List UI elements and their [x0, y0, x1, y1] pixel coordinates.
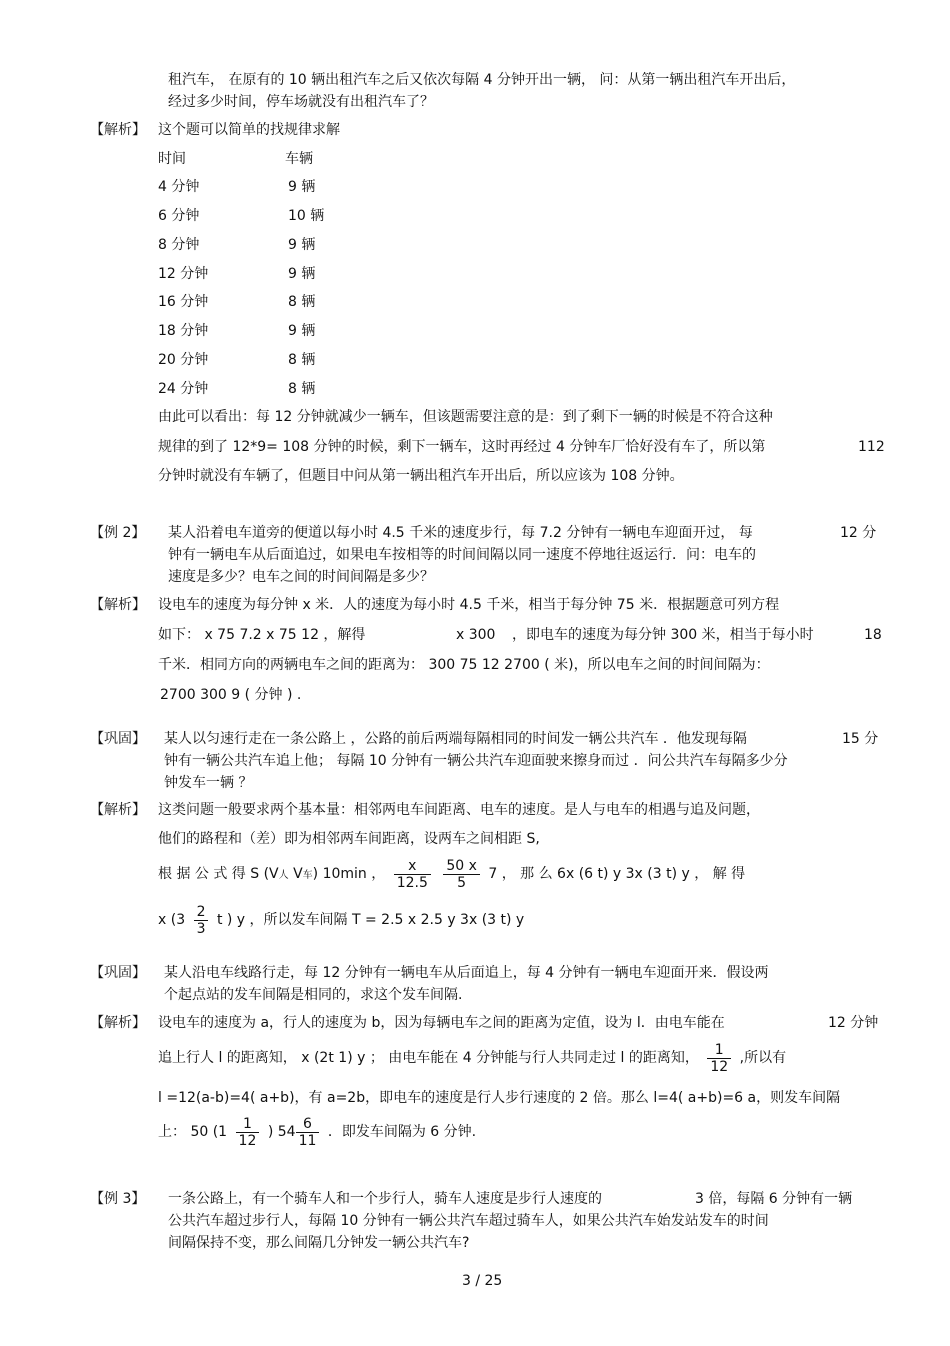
analysis-solution-line [158, 900, 524, 940]
formula-part: t ) y ，所以发车间隔 T = 2.5 x 2.5 y 3x (3 t) y [216, 912, 525, 928]
fraction: $\frac{2}{3}$ [194, 904, 209, 937]
table-cell-cars: 9 辆 [288, 237, 316, 253]
analysis-formula-line [158, 854, 745, 896]
analysis-conclusion-line-3: 分钟时就没有车辆了，但题目中问从第一辆出租汽车开出后，所以应该为 108 分钟。 [158, 468, 684, 484]
fraction: $\frac{6}{11}$ [296, 1116, 320, 1149]
analysis-tag: 【解析】 [90, 122, 146, 138]
table-cell-cars: 9 辆 [288, 179, 316, 195]
intro-line-1: 租汽车， 在原有的 10 辆出租汽车之后又依次每隔 4 分钟开出一辆， 问：从第一辆出租汽车开出后， [168, 72, 796, 88]
fraction: $\frac{50 x}{5}$ [443, 858, 480, 891]
subscript-car: 车 [302, 870, 313, 881]
table-cell-time: 4 分钟 [158, 179, 200, 195]
formula-part: ) 10min ， [312, 866, 386, 882]
formula-part: 7 ， 那 么 6x (6 t) y 3x (3 t) y ， 解 得 [488, 866, 746, 882]
fraction: $\frac{x}{12.5}$ [394, 858, 431, 891]
formula-part: V [288, 866, 303, 882]
formula-part: 根 据 公 式 得 S (V [158, 866, 279, 882]
consolidation-line-3: 钟发车一辆 ？ [164, 775, 253, 791]
page-number: 3 / 25 [462, 1273, 503, 1289]
table-cell-cars: 10 辆 [288, 208, 325, 224]
analysis-line-4: 2700 300 9 ( 分钟 ) . [160, 687, 302, 703]
example-line-1-end: 3 倍，每隔 6 分钟有一辆 [695, 1191, 853, 1207]
subscript-person: 人 [278, 870, 289, 881]
table-cell-time: 20 分钟 [158, 352, 209, 368]
formula-part: ) 54 [267, 1124, 296, 1140]
analysis-line-1: 设电车的速度为 a，行人的速度为 b，因为每辆电车之间的距离为定值，设为 l．由电车能在 [158, 1015, 725, 1031]
table-header-time: 时间 [158, 151, 186, 167]
example-tag: 【例 2】 [90, 525, 146, 541]
analysis-line-1-end: 12 分钟 [828, 1015, 879, 1031]
table-cell-cars: 9 辆 [288, 323, 316, 339]
consolidation-line-1: 某人以匀速行走在一条公路上 ，公路的前后两端每隔相同的时间发一辆公共汽车 ．他发现每隔 [164, 731, 747, 747]
example-line-2: 公共汽车超过步行人，每隔 10 分钟有一辆公共汽车超过骑车人，如果公共汽车始发站发车的时间 [168, 1213, 769, 1229]
example-tag: 【例 3】 [90, 1191, 146, 1207]
example-line-3: 间隔保持不变，那么间隔几分钟发一辆公共汽车? [168, 1235, 470, 1251]
analysis-line-3: 千米．相同方向的两辆电车之间的距离为： 300 75 12 2700 ( 米)，所以电车之间的时间间隔为： [158, 657, 770, 673]
consolidation-line-1-end: 15 分 [842, 731, 879, 747]
consolidation-tag: 【巩固】 [90, 731, 146, 747]
example-line-1: 一条公路上，有一个骑车人和一个步行人，骑车人速度是步行人速度的 [168, 1191, 602, 1207]
analysis-line-2-answer: x 300 [456, 627, 496, 643]
analysis-tag: 【解析】 [90, 802, 146, 818]
fraction: $\frac{1}{12}$ [236, 1116, 260, 1149]
formula-part: x (3 [158, 912, 186, 928]
consolidation-line-1: 某人沿电车线路行走，每 12 分钟有一辆电车从后面追上，每 4 分钟有一辆电车迎面开来．假设两 [164, 965, 769, 981]
table-cell-cars: 8 辆 [288, 352, 316, 368]
analysis-line-3: l =12(a-b)=4( a+b)，有 a=2b，即电车的速度是行人步行速度的 2 倍。那么 l=4( a+b)=6 a，则发车间隔 [158, 1090, 841, 1106]
example-line-3: 速度是多少？电车之间的时间间隔是多少？ [168, 569, 434, 585]
formula-part: ,所以有 [739, 1050, 787, 1066]
formula-part: ．即发车间隔为 6 分钟. [327, 1124, 477, 1140]
analysis-line: 这个题可以简单的找规律求解 [158, 122, 340, 138]
analysis-conclusion-line-2: 规律的到了 12*9= 108 分钟的时候，剩下一辆车，这时再经过 4 分钟车厂恰好没有车了，所以第 [158, 439, 766, 455]
fraction: $\frac{1}{12}$ [707, 1042, 731, 1075]
formula-part: 追上行人 l 的距离知， x (2t 1) y ； 由电车能在 4 分钟能与行人共同走过 l 的距离知， [158, 1050, 699, 1066]
table-cell-time: 16 分钟 [158, 294, 209, 310]
table-cell-cars: 8 辆 [288, 294, 316, 310]
intro-line-2: 经过多少时间，停车场就没有出租汽车了？ [168, 94, 434, 110]
table-cell-cars: 8 辆 [288, 381, 316, 397]
analysis-line-2 [158, 1038, 786, 1078]
analysis-line-1: 这类问题一般要求两个基本量：相邻两电车间距离、电车的速度。是人与电车的相遇与追及问题， [158, 802, 760, 818]
example-line-1-end: 12 分 [840, 525, 877, 541]
consolidation-line-2: 个起点站的发车间隔是相同的，求这个发车间隔. [164, 987, 463, 1003]
table-cell-time: 18 分钟 [158, 323, 209, 339]
table-cell-time: 6 分钟 [158, 208, 200, 224]
table-cell-time: 12 分钟 [158, 266, 209, 282]
analysis-conclusion-line-2-end: 112 [858, 439, 885, 455]
analysis-line-1: 设电车的速度为每分钟 x 米．人的速度为每小时 4.5 千米，相当于每分钟 75 米．根据题意可列方程 [158, 597, 780, 613]
analysis-line-2: 他们的路程和（差）即为相邻两车间距离，设两车之间相距 S, [158, 831, 540, 847]
analysis-line-2-end: 18 [864, 627, 882, 643]
consolidation-line-2: 钟有一辆公共汽车追上他； 每隔 10 分钟有一辆公共汽车迎面驶来擦身而过 ．问公共汽车每隔多少分 [164, 753, 788, 769]
consolidation-tag: 【巩固】 [90, 965, 146, 981]
example-line-1: 某人沿着电车道旁的便道以每小时 4.5 千米的速度步行，每 7.2 分钟有一辆电车迎面开过， 每 [168, 525, 753, 541]
analysis-line-2-mid: ，即电车的速度为每分钟 300 米，相当于每小时 [512, 627, 814, 643]
table-cell-cars: 9 辆 [288, 266, 316, 282]
table-cell-time: 8 分钟 [158, 237, 200, 253]
analysis-tag: 【解析】 [90, 597, 146, 613]
analysis-conclusion-line-1: 由此可以看出：每 12 分钟就减少一辆车，但该题需要注意的是：到了剩下一辆的时候是不符合这种 [158, 409, 773, 425]
example-line-2: 钟有一辆电车从后面追过，如果电车按相等的时间间隔以同一速度不停地往返运行．问：电车的 [168, 547, 756, 563]
analysis-line-4 [158, 1112, 476, 1152]
formula-part: 上： 50 (1 [158, 1124, 228, 1140]
table-cell-time: 24 分钟 [158, 381, 209, 397]
analysis-tag: 【解析】 [90, 1015, 146, 1031]
table-header-cars: 车辆 [285, 151, 313, 167]
analysis-line-2: 如下： x 75 7.2 x 75 12 ，解得 [158, 627, 366, 643]
